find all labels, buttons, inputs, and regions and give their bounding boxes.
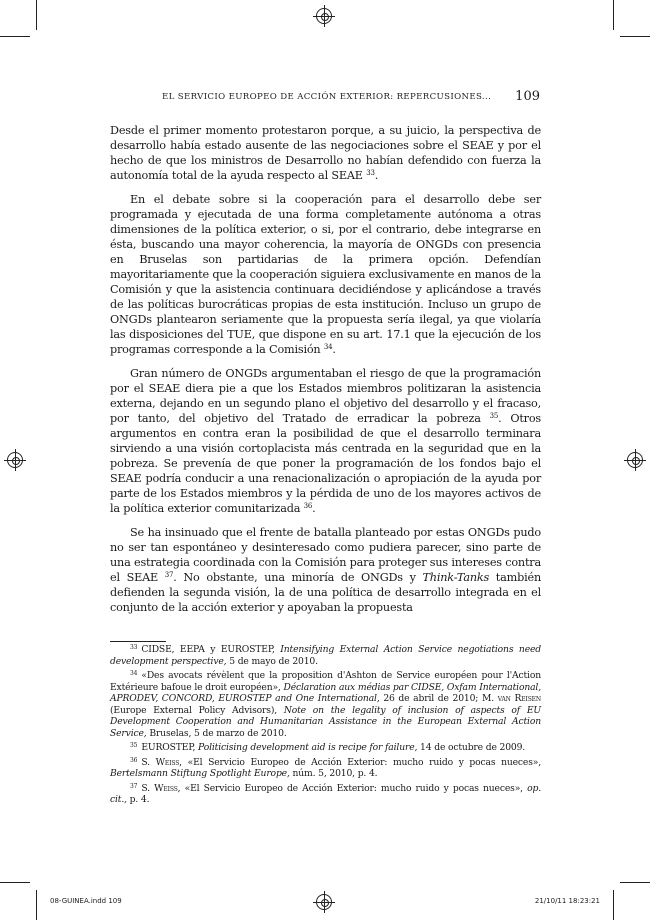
footnote-ref[interactable]: 33 bbox=[366, 169, 375, 177]
footnote: $^{37}$ S. Weiss, «El Servicio Europeo de Acción Exterior: mucho ruido y pocas nueces», op. cit., p. 4. bbox=[110, 782, 541, 805]
slug-file: 08-GUINEA.indd 109 bbox=[50, 897, 122, 905]
crop-mark bbox=[36, 0, 37, 30]
footnote-ref[interactable]: 37 bbox=[164, 571, 174, 579]
page-number: 109 bbox=[515, 89, 540, 104]
registration-mark-icon bbox=[316, 8, 332, 24]
footnote: $^{33}$ CIDSE, EEPA y EUROSTEP, Intensifying External Action Service negotiations need development perspective, 5 de mayo de 2010. bbox=[110, 644, 541, 667]
footnote-ref[interactable]: 36 bbox=[303, 502, 313, 510]
footnote: $^{35}$ EUROSTEP, Politicising development aid is recipe for failure, 14 de octubre de 2009. bbox=[130, 742, 526, 753]
crop-mark bbox=[0, 36, 30, 37]
crop-mark bbox=[620, 882, 650, 883]
footnote-ref[interactable]: 35 bbox=[489, 412, 499, 420]
crop-mark bbox=[620, 36, 650, 37]
paragraph: Se ha insinuado que el frente de batalla planteado por estas ONGDs pudo no ser tan espontáneo y desinteresado como pudiera parecer, sino parte de una estrategia coordinada con la Comisión para proteger sus intereses contra el SEAE $^{37}$. No obstante, una minoría de ONGDs y Think-Tanks también defienden la segunda visión, la de una política de desarrollo integrada en el conjunto de la acción exterior y apoyaban la propuesta bbox=[110, 526, 541, 614]
footnote: $^{34}$ «Des avocats révèlent que la proposition d'Ashton de Service européen pour l'Action Extérieure bafoue le droit européen», Déclaration aux médias par CIDSE, Oxfam International, APRODEV, CONCORD, EUROSTEP and One International, 26 de abril de 2010; M. van Reisen (Europe External Policy Advisors), Note on the legality of inclusion of aspects of EU Development Cooperation and Humanitarian Assistance in the European External Action Service, Bruselas, 5 de marzo de 2010. bbox=[110, 670, 542, 739]
footnote-ref[interactable]: 34 bbox=[323, 343, 333, 351]
paragraph: En el debate sobre si la cooperación para el desarrollo debe ser programada y ejecutada de una forma completamente autónoma a otras dimensiones de la política exterior, o si, por el contrario, debe integrarse en ésta, buscando una mayor coherencia, la mayoría de ONGDs con presencia en Bruselas son partidarias de la primera opción. Defendían mayoritariamente que la cooperación siguiera exclusivamente en manos de la Comisión y que la asistencia continuara decidiéndose y aplicándose a través de las políticas burocráticas propias de esta institución. Incluso un grupo de ONGDs plantearon seriamente que la propuesta sería ilegal, ya que violaría las disposiciones del TUE, que dispone en su art. 17.1 que la ejecución de los programas corresponde a la Comisión $^{34}$. bbox=[110, 193, 541, 356]
crop-mark bbox=[36, 890, 37, 920]
crop-mark bbox=[613, 0, 614, 30]
crop-mark bbox=[0, 882, 30, 883]
footnote: $^{36}$ S. Weiss, «El Servicio Europeo de Acción Exterior: mucho ruido y pocas nueces», Bertelsmann Stiftung Spotlight Europe, núm. 5, 2010, p. 4. bbox=[110, 756, 541, 779]
registration-mark-icon bbox=[627, 452, 643, 468]
paragraph: Desde el primer momento protestaron porque, a su juicio, la perspectiva de desarrollo había estado ausente de las negociaciones sobre el SEAE y por el hecho de que los ministros de Desarrollo no habían defendido con fuerza la autonomía total de la ayuda respecto al SEAE $^{33}$. bbox=[110, 124, 541, 182]
paragraph: Gran número de ONGDs argumentaban el riesgo de que la programación por el SEAE diera pie a que los Estados miembros politizaran la asistencia externa, dejando en un segundo plano el objetivo del desarrollo y el fracaso, por tanto, del objetivo del Tratado de erradicar la pobreza $^{35}$. Otros argumentos en contra eran la posibilidad de que el desarrollo terminara sirviendo a una visión cortoplacista más centrada en la seguridad que en la pobreza. Se prevenía de que poner la programación de los fondos bajo el SEAE podría conducir a una renacionalización o apropiación de la ayuda por parte de los Estados miembros y la pérdida de uno de los mayores activos de la política exterior comunitarizada $^{36}$. bbox=[110, 367, 541, 515]
crop-mark bbox=[613, 890, 614, 920]
body-text bbox=[110, 123, 541, 624]
registration-mark-icon bbox=[7, 452, 23, 468]
footnotes bbox=[110, 644, 541, 809]
running-title: EL SERVICIO EUROPEO DE ACCIÓN EXTERIOR: REPERCUSIONES... bbox=[162, 92, 492, 102]
running-header bbox=[110, 89, 540, 107]
slug-timestamp: 21/10/11 18:23:21 bbox=[534, 897, 600, 905]
footnote-separator bbox=[110, 641, 166, 642]
registration-mark-icon bbox=[316, 894, 332, 910]
